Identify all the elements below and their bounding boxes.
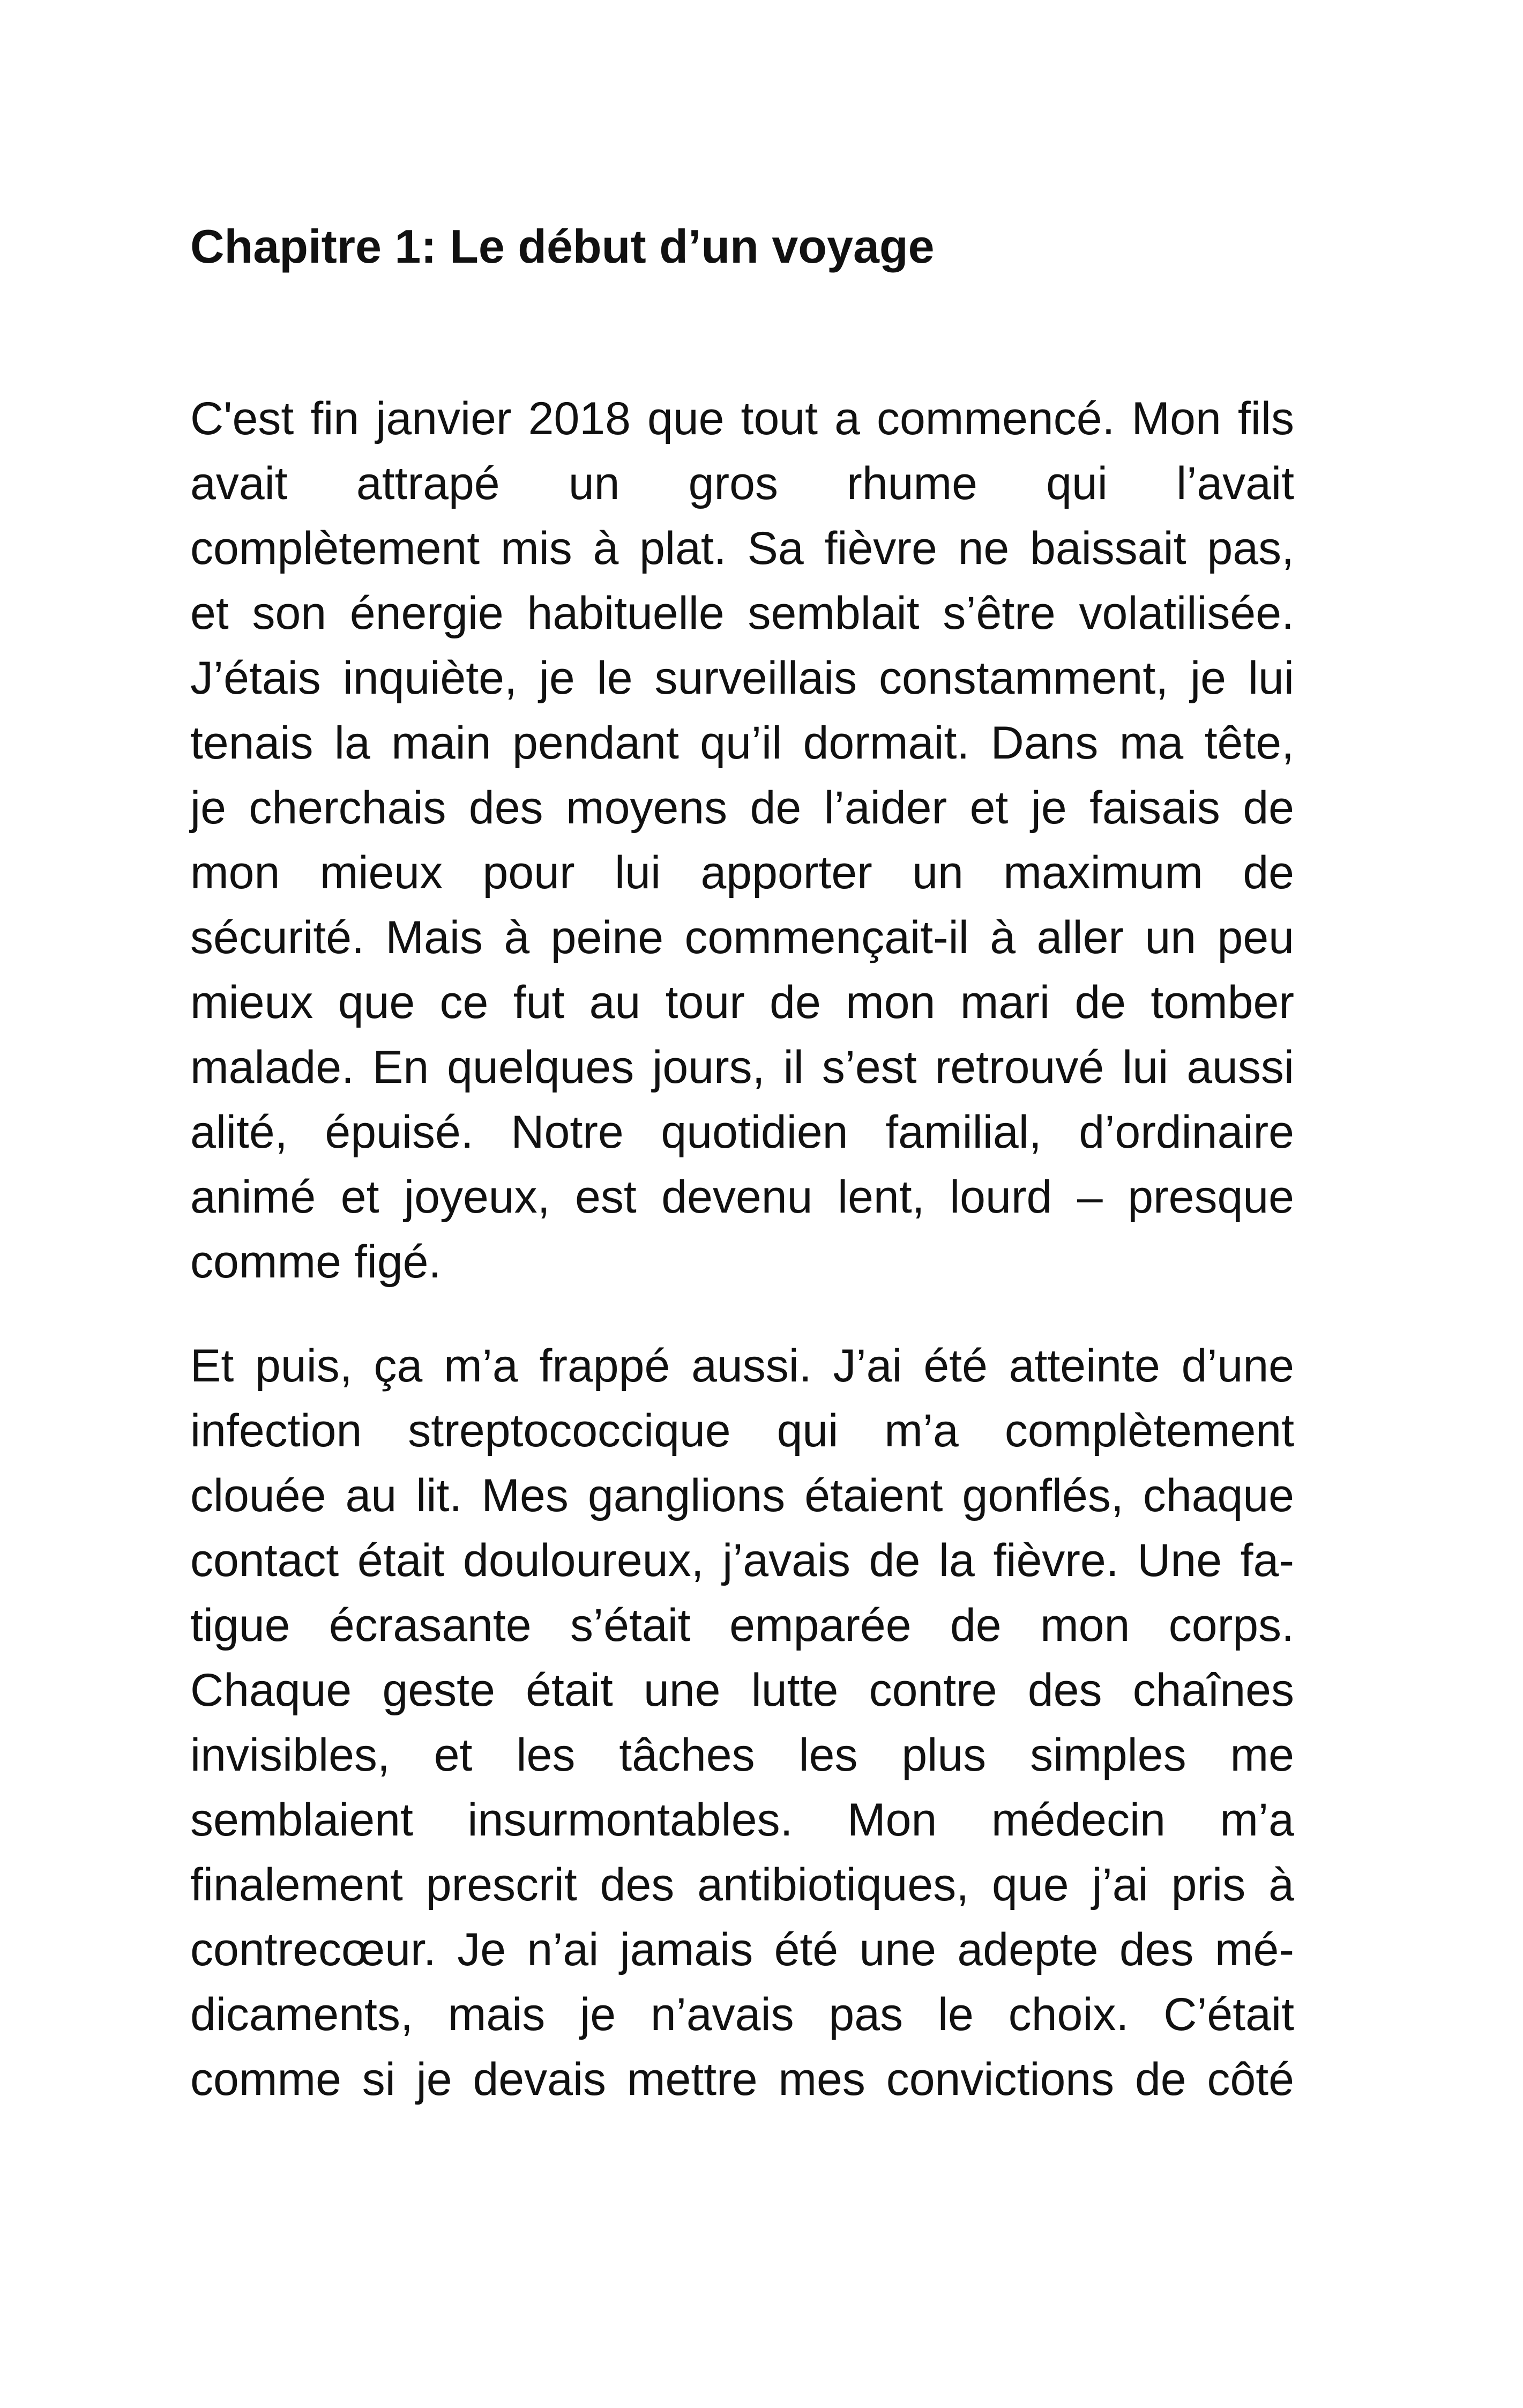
text-line: mieux que ce fut au tour de mon mari de tomber bbox=[190, 977, 1294, 1028]
text-line: contrecœur. Je n’ai jamais été une adepte des mé- bbox=[190, 1924, 1294, 1975]
text-line: Chaque geste était une lutte contre des chaînes bbox=[190, 1664, 1294, 1716]
text-line: tigue écrasante s’était emparée de mon corps. bbox=[190, 1600, 1294, 1651]
paragraph-1 bbox=[190, 387, 1294, 1295]
text-line: C'est fin janvier 2018 que tout a commencé. Mon fils bbox=[190, 393, 1294, 444]
text-line: comme figé. bbox=[190, 1236, 442, 1288]
text-line: malade. En quelques jours, il s’est retrouvé lui aussi bbox=[190, 1042, 1294, 1093]
text-line: alité, épuisé. Notre quotidien familial, d’ordinaire bbox=[190, 1106, 1294, 1158]
text-line: invisibles, et les tâches les plus simples me bbox=[190, 1729, 1294, 1781]
chapter-title: Chapitre 1: Le début d’un voyage bbox=[190, 220, 935, 273]
text-line: infection streptococcique qui m’a complètement bbox=[190, 1405, 1294, 1456]
text-line: contact était douloureux, j’avais de la fièvre. Une fa- bbox=[190, 1535, 1294, 1586]
text-line: tenais la main pendant qu’il dormait. Dans ma tête, bbox=[190, 717, 1294, 769]
text-line: animé et joyeux, est devenu lent, lourd – presque bbox=[190, 1171, 1294, 1223]
text-line: sécurité. Mais à peine commençait-il à aller un peu bbox=[190, 912, 1294, 963]
text-line: je cherchais des moyens de l’aider et je faisais de bbox=[190, 782, 1294, 834]
text-line: et son énergie habituelle semblait s’être volatilisée. bbox=[190, 588, 1294, 639]
text-line: mon mieux pour lui apporter un maximum de bbox=[190, 847, 1294, 898]
text-line: comme si je devais mettre mes convictions de côté bbox=[190, 2054, 1294, 2105]
text-line: semblaient insurmontables. Mon médecin m’a bbox=[190, 1794, 1294, 1846]
text-line: avait attrapé un gros rhume qui l’avait bbox=[190, 458, 1294, 509]
text-line: finalement prescrit des antibiotiques, que j’ai pris à bbox=[190, 1859, 1294, 1911]
paragraph-2 bbox=[190, 1334, 1294, 2112]
text-line: dicaments, mais je n’avais pas le choix. C’était bbox=[190, 1989, 1294, 2040]
text-line: clouée au lit. Mes ganglions étaient gonflés, chaque bbox=[190, 1470, 1294, 1521]
text-line: Et puis, ça m’a frappé aussi. J’ai été atteinte d’une bbox=[190, 1340, 1294, 1392]
text-line: complètement mis à plat. Sa fièvre ne baissait pas, bbox=[190, 523, 1294, 574]
text-line: J’étais inquiète, je le surveillais constamment, je lui bbox=[190, 652, 1294, 704]
